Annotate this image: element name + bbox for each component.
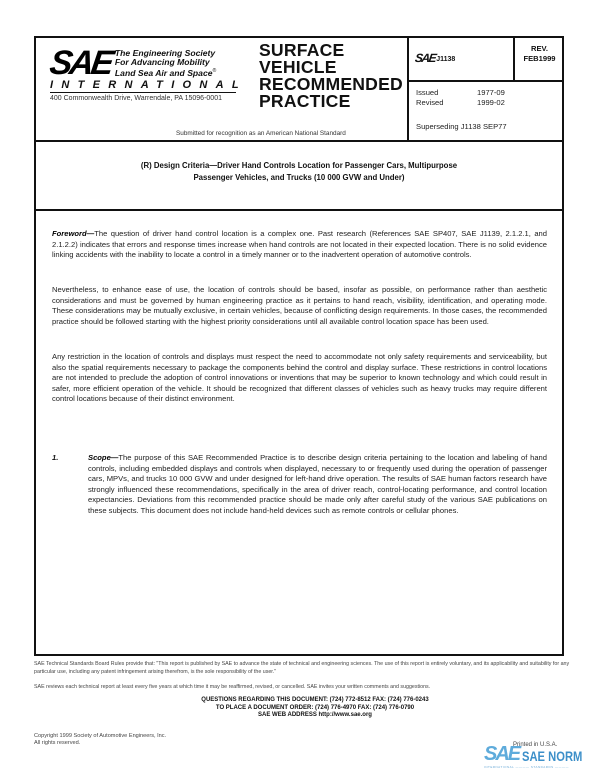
policy-note: SAE Technical Standards Board Rules provide that: "This report is published by SAE to advance the state of technical and engineering sciences. The use of this report is entirely voluntary, and its applicability and suitability for any particular use, including any patent infringement arising therefrom, is the sole responsibility of the user."	[34, 661, 570, 675]
org-international: INTERNATIONAL	[50, 79, 247, 91]
org-address: 400 Commonwealth Drive, Warrendale, PA 15096-0001	[50, 95, 222, 102]
issue-dates: Issued 1977-09 Revised 1999-02	[416, 88, 505, 107]
title-box	[34, 140, 564, 211]
review-note: SAE reviews each technical report at least every five years at which time it may be reaffirmed, revised, or cancelled. SAE invites your written comments and suggestions.	[34, 684, 431, 690]
header-box	[34, 36, 564, 140]
sae-logo-block	[47, 44, 270, 102]
section-number: 1.	[52, 453, 59, 462]
revision-block: REV. FEB1999	[523, 44, 556, 63]
divider	[407, 38, 409, 140]
sae-logo: SAE	[47, 44, 114, 82]
copyright: Copyright 1999 Society of Automotive Engineers, Inc. All rights reserved.	[34, 733, 167, 747]
contact-info: QUESTIONS REGARDING THIS DOCUMENT: (724) 772-8512 FAX: (724) 776-0243 TO PLACE A DOCUMENT ORDER: (724) 776-4970 FAX: (724) 776-0790 SAE WEB ADDRESS http://www.sae.org	[201, 697, 429, 718]
paragraph: Any restriction in the location of controls and displays must respect the need to accommodate not only safety requirements and serviceability, but also the spatial requirements necessary to package the components behind the control and display surface. These restrictions in control locations are not intended to preclude the adoption of control innovations or inventions that may be superior to known technology and which could result in safer, more efficient operation of the vehicle. It should be recognized that different classes of vehicles such as heavy trucks may require different control locations because of their distinct environment.	[52, 352, 547, 404]
sae-norm-watermark: SAE SAE NORM INTERNATIONAL ———— STANDARDS ————	[484, 743, 583, 769]
org-tagline: The Engineering Society For Advancing Mobility Land Sea Air and Space®	[114, 48, 217, 78]
sae-small-logo: SAE	[414, 51, 437, 65]
doc-type: SURFACE VEHICLE RECOMMENDED PRACTICE	[259, 40, 403, 111]
paragraph: Nevertheless, to enhance ease of use, the location of controls should be based, insofar as possible, on performance rather than aesthetic considerations and must be governed by human engineering practice as it pertains to hand reach, visibility, identification, and operating mode. These considerations may be mutually exclusive, in certain vehicles, because of conflicting design requirements. In those cases, the recommended practice should be followed starting with the highest priority considerations until all available control location space has been used.	[52, 285, 547, 326]
body-box	[34, 209, 564, 656]
printed-in: Printed in U.S.A.	[513, 742, 558, 748]
doc-number: SAE J1138	[414, 51, 456, 65]
divider	[407, 80, 564, 82]
superseding: Superseding J1138 SEP77	[416, 122, 507, 131]
scope-paragraph: Scope—The purpose of this SAE Recommended Practice is to describe design criteria pertaining to the location and labeling of hand controls, including embedded displays and controls when displayed, necessary to or frequently used during the operation of passenger cars, MPVs, and trucks 10 000 GVW and under designed for left-hand drive operation. The results of SAE human factors research have strongly influenced these recommendations, specifically in the area of driver reach, control-locating performance, and control location expectancies. Deviations from this recommended practice should be made only after careful study of the various SAE publications on these subjects. This document does not include hand-held devices such as remote controls or cellular phones.	[88, 453, 547, 515]
sae-watermark-logo: SAE	[484, 743, 520, 765]
foreword-paragraph: Foreword—The question of driver hand control location is a complex one. Past research (References SAE SP407, SAE J1139, 2.1.2.1, and 2.1.2.2) indicates that errors and response times increase when hand controls are not located in their expected location. There is no solid evidence linking accidents with the inability to locate a control in a timely manner or to the inadvertent operation of automotive controls.	[52, 229, 547, 260]
submitted-note: Submitted for recognition as an American National Standard	[176, 130, 346, 137]
document-title: (R) Design Criteria—Driver Hand Controls Location for Passenger Cars, Multipurpose Passenger Vehicles, and Trucks (10 000 GVW and Under)	[140, 161, 458, 182]
